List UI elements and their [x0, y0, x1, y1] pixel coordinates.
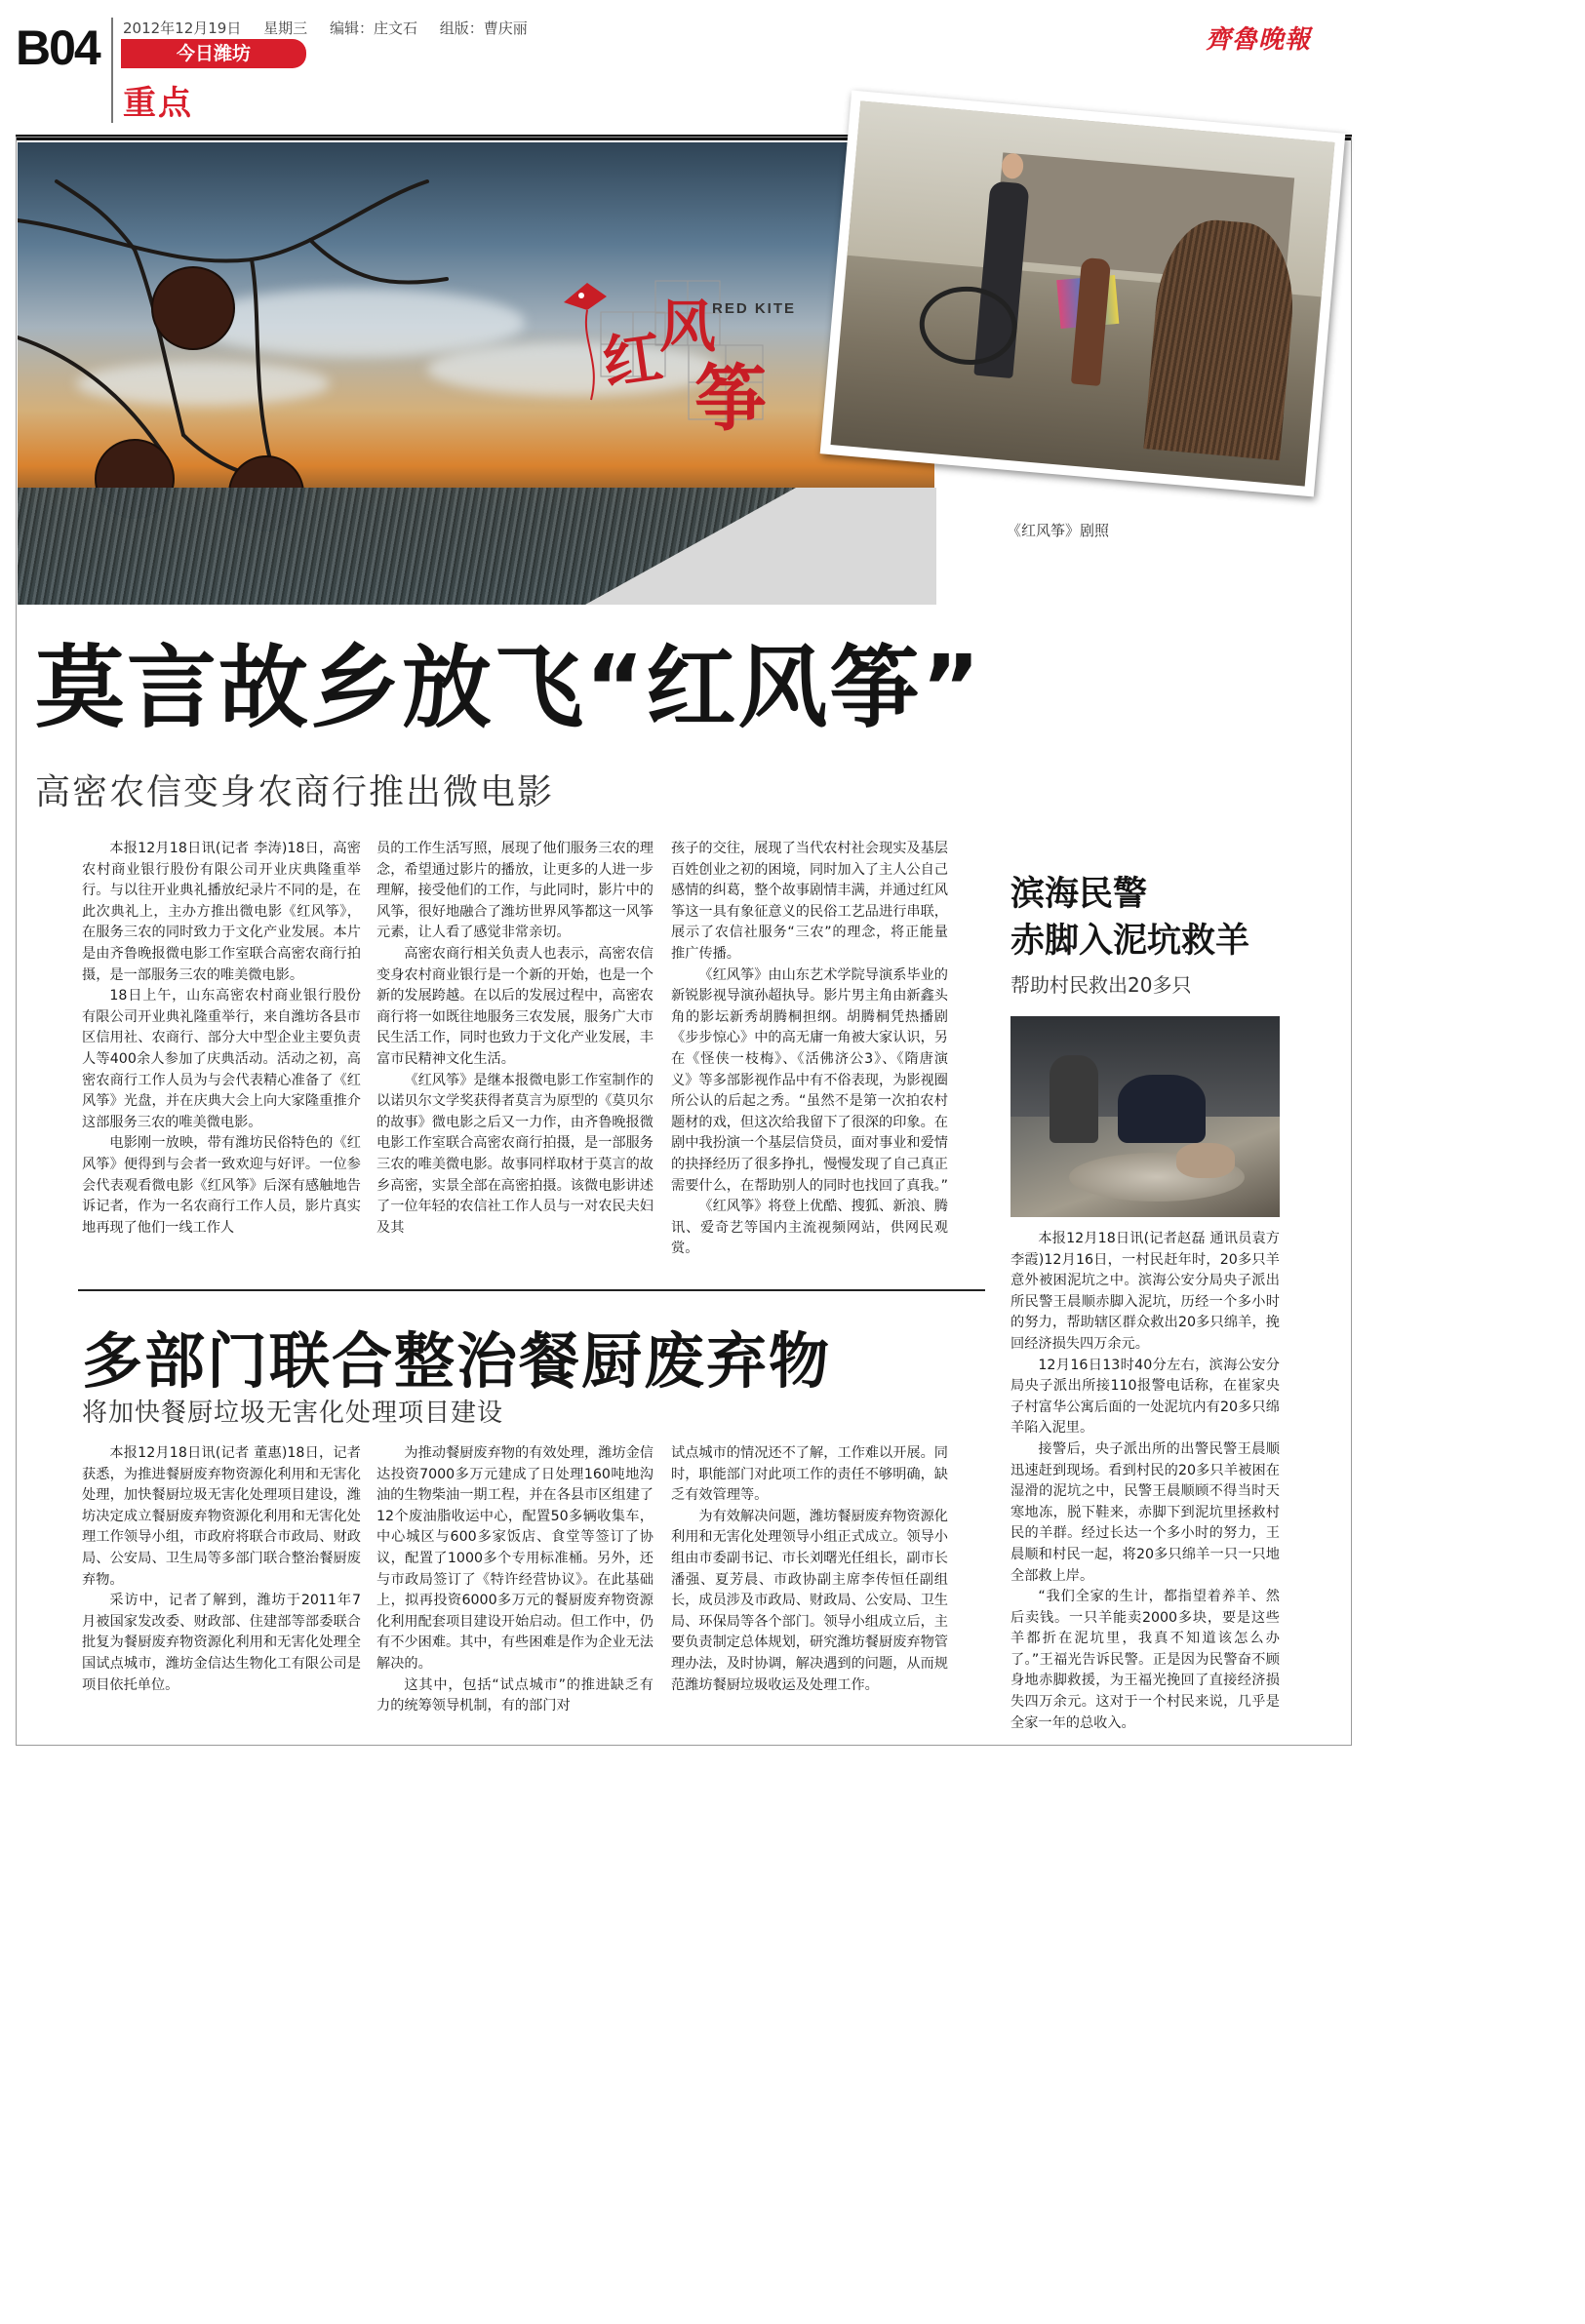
article-paragraph: “我们全家的生计，都指望着养羊、然后卖钱。一只羊能卖2000多块，要是这些羊都折在泥坑里，我真不知道该怎么办了。”王福光告诉民警。正是因为民警奋不顾身地赤脚救援，为王福光挽回了直接经济损失四万余元。这对于一个村民来说，几乎是全家一年的总收入。 — [1010, 1589, 1280, 1731]
article-paragraph: 为有效解决问题，潍坊餐厨废弃物资源化利用和无害化处理领导小组正式成立。领导小组由市委副书记、市长刘曙光任组长，副市长潘强、夏芳晨、市政协副主席李传恒任副组长，成员涉及市政局、财政局、公安局、卫生局、环保局等各个部门。领导小组成立后，主要负责制定总体规划，研究潍坊餐厨废弃物管理办法，及时协调，解决遇到的问题，从而规范潍坊餐厨垃圾收运及处理工作。 — [671, 1508, 948, 1693]
article-paragraph: 接警后，央子派出所的出警民警王晨顺迅速赶到现场。看到村民的20多只羊被困在湿滑的泥坑之中，民警王晨顺顾不得当时天寒地冻，脱下鞋来，赤脚下到泥坑里拯救村民的羊群。经过长达一个多小时的努力，王晨顺和村民一起，将20多只绵羊一只一只地全部救上岸。 — [1010, 1440, 1280, 1584]
side-story-body — [1010, 1229, 1280, 1736]
photo-caption: 《红风筝》剧照 — [1007, 522, 1110, 539]
article-paragraph: 电影刚一放映，带有潍坊民俗特色的《红风筝》便得到与会者一致欢迎与好评。一位参会代表观看微电影《红风筝》后深有感触地告诉记者，作为一名农商行工作人员，影片真实地再现了他们一线工作人 — [82, 1135, 361, 1236]
issue-weekday: 星期三 — [263, 20, 308, 37]
second-story-column-3 — [671, 1443, 948, 1736]
article-paragraph: 高密农商行相关负责人也表示，高密农信变身农村商业银行是一个新的开始，也是一个新的发展跨越。在以后的发展过程中，高密农商行将一如既往地服务三农发展，服务广大市民生活工作，同时也致力于文化产业发展，丰富市民精神文化生活。 — [376, 945, 654, 1067]
side-title-line: 赤脚入泥坑救羊 — [1010, 922, 1250, 961]
side-story-title — [1010, 871, 1249, 965]
issue-info — [123, 18, 545, 38]
article-paragraph: 孩子的交往，展现了当代农村社会现实及基层百姓创业之初的困境，同时加入了主人公自己感情的纠葛，整个故事剧情丰满，并通过红风筝这一具有象征意义的民俗工艺品进行串联，展示了农信社服务“三农”的理念，将正能量推广传播。 — [671, 841, 948, 962]
main-story-column-3 — [671, 839, 948, 1268]
article-paragraph: 试点城市的情况还不了解，工作难以开展。同时，职能部门对此项工作的责任不够明确，缺乏有效管理等。 — [671, 1445, 948, 1504]
main-story-column-1 — [82, 839, 361, 1268]
film-still-photo — [820, 91, 1346, 497]
side-story-subtitle: 帮助村民救出20多只 — [1010, 973, 1192, 997]
newspaper-masthead-logo: 齊魯晚報 — [1206, 25, 1312, 55]
article-paragraph: 这其中，包括“试点城市”的推进缺乏有力的统筹领导机制，有的部门对 — [376, 1676, 654, 1714]
article-paragraph: 员的工作生活写照，展现了他们服务三农的理念，希望通过影片的播放，让更多的人进一步理解，接受他们的工作，与此同时，影片中的风筝，很好地融合了潍坊世界风筝都这一风筝元素，让人看了感觉非常亲切。 — [376, 841, 654, 941]
article-paragraph: 《红风筝》是继本报微电影工作室制作的以诺贝尔文学奖获得者莫言为原型的《莫贝尔的故事》微电影之后又一力作，由齐鲁晚报微电影工作室联合高密农商行拍摄，是一部服务三农的唯美微电影。故事同样取材于莫言的故乡高密，实景全部在高密拍摄。该微电影讲述了一位年轻的农信社工作人员与一对农民夫妇及其 — [376, 1072, 654, 1236]
article-paragraph: 《红风筝》由山东艺术学院导演系毕业的新锐影视导演孙超执导。影片男主角由新鑫头角的影坛新秀胡腾桐担纲。胡腾桐凭热播剧《步步惊心》中的高无庸一角被大家认识，另在《怪侠一枝梅》、《活佛济公3》、《隋唐演义》等多部影视作品中有不俗表现，为影视圈所公认的后起之秀。“虽然不是第一次拍农村题材的戏，但这次给我留下了很深的印象。在剧中我扮演一个基层信贷员，面对事业和爱情的抉择经历了很多挣扎，慢慢发现了自己真正需要什么，在帮助别人的同时也找回了真我。” — [671, 966, 948, 1194]
section-label: 重点 — [123, 84, 193, 123]
page-number: B04 — [16, 20, 99, 75]
side-title-line: 滨海民警 — [1010, 875, 1148, 914]
editor-credit: 编辑：庄文石 — [329, 20, 417, 37]
layout-credit: 组版：曹庆丽 — [439, 20, 528, 37]
section-divider — [78, 1289, 985, 1291]
article-paragraph: 12月16日13时40分左右，滨海公安分局央子派出所接110报警电话称，在崔家央子村富华公寓后面的一处泥坑内有20多只绵羊陷入泥里。 — [1010, 1357, 1280, 1437]
second-story-column-2 — [376, 1443, 654, 1736]
issue-date: 2012年12月19日 — [123, 20, 242, 37]
article-paragraph: 本报12月18日讯(记者 李涛)18日，高密农村商业银行股份有限公司开业庆典隆重举行。与以往开业典礼播放纪录片不同的是，在此次典礼上，主办方推出微电影《红风筝》，在服务三农的同时致力于文化产业发展。本片是由齐鲁晚报微电影工作室联合高密农商行拍摄，是一部服务三农的唯美微电影。 — [82, 841, 361, 983]
article-paragraph: 采访中，记者了解到，潍坊于2011年7月被国家发改委、财政部、住建部等部委联合批复为餐厨废弃物资源化利用和无害化处理全国试点城市，潍坊金信达生物化工有限公司是项目依托单位。 — [82, 1593, 361, 1693]
article-paragraph: 为推动餐厨废弃物的有效处理，潍坊金信达投资7000多万元建成了日处理160吨地沟油的生物柴油一期工程，并在各县市区组建了12个废油脂收运中心，配置50多辆收集车，中心城区与600多家饭店、食堂等签订了协议，配置了1000多个专用标准桶。另外，还与市政局签订了《特许经营协议》。在此基础上，拟再投资6000多万元的餐厨废弃物资源化利用配套项目建设开始启动。但工作中，仍有不少困难。其中，有些困难是作为企业无法解决的。 — [376, 1445, 654, 1672]
main-headline: 莫言故乡放飞“红风筝” — [35, 636, 982, 740]
kite-english-title: RED KITE — [712, 300, 797, 317]
second-story-column-1 — [82, 1443, 361, 1736]
article-paragraph: 本报12月18日讯(记者赵磊 通讯员袁方 李霞)12月16日，一村民赶年时，20多只羊意外被困泥坑之中。滨海公安分局央子派出所民警王晨顺赤脚入泥坑，历经一个多小时的努力，帮助辖区群众救出20多只绵羊，挽回经济损失四万余元。 — [1010, 1231, 1280, 1352]
article-paragraph: 18日上午，山东高密农村商业银行股份有限公司开业典礼隆重举行，来自潍坊各县市区信用社、农商行、部分大中型企业主要负责人等400余人参加了庆典活动。活动之初，高密农商行工作人员为与会代表精心准备了《红风筝》光盘，并在庆典大会上向大家隆重推介这部服务三农的唯美微电影。 — [82, 988, 361, 1130]
second-subheadline: 将加快餐厨垃圾无害化处理项目建设 — [82, 1398, 504, 1428]
kite-title-char-1: 红 — [599, 323, 667, 399]
main-story-column-2 — [376, 839, 654, 1268]
kite-title-char-3: 筝 — [694, 357, 767, 441]
main-subheadline: 高密农信变身农商行推出微电影 — [35, 772, 555, 812]
rescue-photo — [1010, 1016, 1280, 1217]
header-divider — [111, 18, 113, 123]
second-headline: 多部门联合整治餐厨废弃物 — [82, 1325, 832, 1397]
kite-title-char-2: 风 — [659, 294, 717, 360]
article-paragraph: 《红风筝》将登上优酷、搜狐、新浪、腾讯、爱奇艺等国内主流视频网站，供网民观赏。 — [671, 1199, 948, 1257]
article-paragraph: 本报12月18日讯(记者 董惠)18日，记者获悉，为推进餐厨废弃物资源化利用和无害化处理，加快餐厨垃圾无害化处理项目建设，潍坊决定成立餐厨废弃物资源化利用和无害化处理工作领导小组，市政府将联合市政局、财政局、公安局、卫生局等多部门联合整治餐厨废弃物。 — [82, 1445, 361, 1588]
section-tab: 今日潍坊 — [121, 39, 306, 68]
